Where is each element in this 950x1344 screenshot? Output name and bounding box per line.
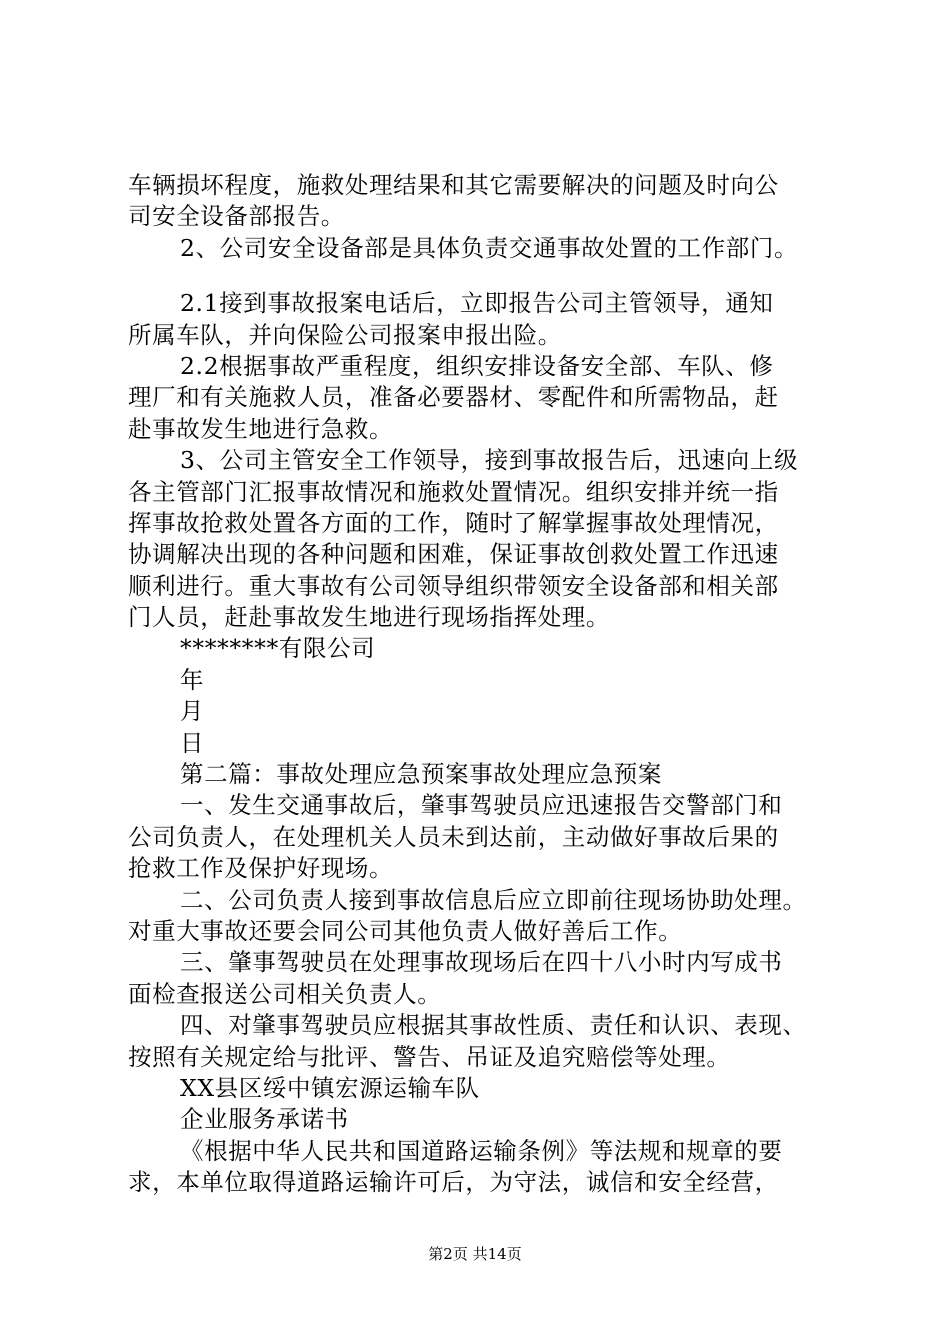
paragraph-gap [128, 264, 838, 288]
text-line: 协调解决出现的各种问题和困难，保证事故创救处置工作迅速 [128, 540, 779, 569]
text-line: 2.2根据事故严重程度，组织安排设备安全部、车队、修 [180, 351, 774, 380]
text-line: 挥事故抢救处置各方面的工作，随时了解掌握事故处理情况， [128, 508, 779, 537]
text-line: 理厂和有关施救人员，准备必要器材、零配件和所需物品，赶 [128, 383, 779, 412]
text-line: 3、公司主管安全工作领导，接到事故报告后，迅速向上级 [180, 446, 799, 475]
text-line: 三、肇事驾驶员在处理事故现场后在四十八小时内写成书 [180, 948, 783, 977]
text-line: 2、公司安全设备部是具体负责交通事故处置的工作部门。 [180, 233, 799, 262]
text-line: 各主管部门汇报事故情况和施救处置情况。组织安排并统一指 [128, 477, 779, 506]
organization-name: XX县区绥中镇宏源运输车队 [180, 1073, 480, 1102]
page-indicator: 第2页 共14页 [428, 1245, 522, 1263]
date-day: 日 [180, 728, 205, 757]
text-line: 顺利进行。重大事故有公司领导组织带领安全设备部和相关部 [128, 571, 779, 600]
text-line: 所属车队，并向保险公司报案申报出险。 [128, 320, 562, 349]
text-line: 车辆损坏程度，施救处理结果和其它需要解决的问题及时向公 [128, 171, 779, 199]
text-line: 对重大事故还要会同公司其他负责人做好善后工作。 [128, 916, 683, 945]
text-line: 按照有关规定给与批评、警告、吊证及追究赔偿等处理。 [128, 1042, 731, 1071]
text-line: 《根据中华人民共和国道路运输条例》等法规和规章的要 [180, 1136, 783, 1165]
text-line: 公司负责人，在处理机关人员未到达前，主动做好事故后果的 [128, 822, 779, 851]
text-line: 一、发生交通事故后，肇事驾驶员应迅速报告交警部门和 [180, 791, 783, 820]
text-line: 2.1接到事故报案电话后，立即报告公司主管领导，通知 [180, 289, 774, 318]
section-heading: 第二篇：事故处理应急预案事故处理应急预案 [180, 760, 662, 789]
section-heading: 企业服务承诺书 [180, 1105, 349, 1134]
date-year: 年 [180, 665, 205, 694]
document-body [128, 170, 838, 1199]
text-line: 二、公司负责人接到事故信息后应立即前往现场协助处理。 [180, 885, 807, 914]
text-line: 抢救工作及保护好现场。 [128, 854, 394, 883]
text-line: 求，本单位取得道路运输许可后，为守法，诚信和安全经营， [128, 1168, 779, 1197]
text-line: 四、对肇事驾驶员应根据其事故性质、责任和认识、表现、 [180, 1011, 807, 1040]
date-month: 月 [180, 697, 205, 726]
text-line: 司安全设备部报告。 [128, 202, 345, 231]
text-line: 赴事故发生地进行急救。 [128, 414, 394, 443]
company-signature: ********有限公司 [180, 634, 376, 663]
text-line: 面检查报送公司相关负责人。 [128, 979, 442, 1008]
text-line: 门人员，赶赴事故发生地进行现场指挥处理。 [128, 603, 610, 632]
